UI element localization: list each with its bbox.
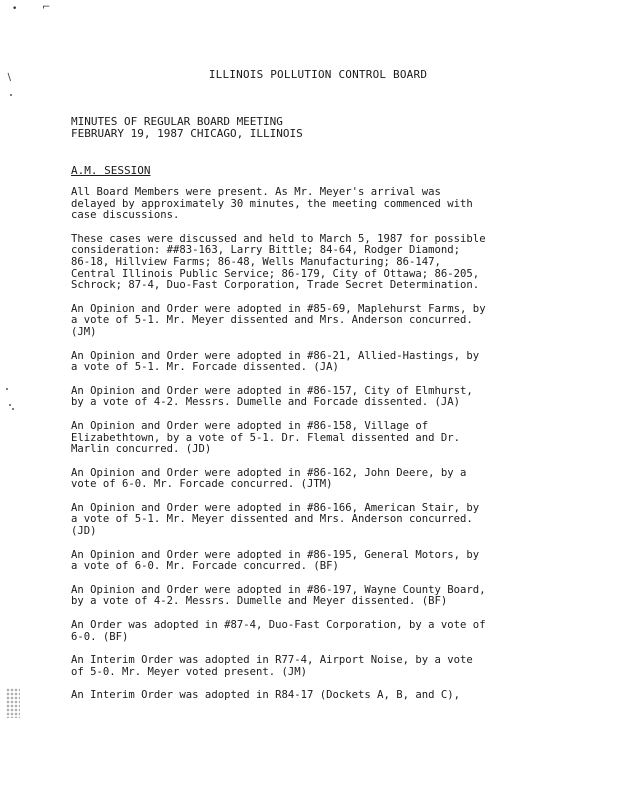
paragraph-order-86-195: An Opinion and Order were adopted in #86-195, General Motors, by a vote of 6-0. Mr. Forcade concurred. (BF) — [71, 548, 480, 573]
paragraph-order-86-158: An Opinion and Order were adopted in #86-158, Village of Elizabethtown, by a vote of 5-1. Dr. Flemal dissented and Dr. Marlin concurred. (JD) — [71, 419, 461, 456]
meeting-title-line1: MINUTES OF REGULAR BOARD MEETING — [71, 115, 283, 128]
paragraph-order-86-21: An Opinion and Order were adopted in #86-21, Allied-Hastings, by a vote of 5-1. Mr. Forcade dissented. (JA) — [71, 349, 480, 374]
paragraph-interim-r84-17: An Interim Order was adopted in R84-17 (Dockets A, B, and C), — [71, 689, 461, 702]
scan-mark: / — [5, 72, 15, 83]
scan-speck — [9, 404, 11, 406]
meeting-title — [71, 116, 303, 140]
scan-stain — [6, 688, 20, 718]
scan-mark: • — [12, 4, 18, 14]
paragraph-order-86-157: An Opinion and Order were adopted in #86-157, City of Elmhurst, by a vote of 4-2. Messrs. Dumelle and Forcade dissented. (JA) — [71, 384, 473, 409]
paragraph-order-85-69: An Opinion and Order were adopted in #85-69, Maplehurst Farms, by a vote of 5-1. Mr. Meyer dissented and Mrs. Anderson concurred. (JM) — [71, 302, 486, 338]
scan-mark: ⌐ — [42, 2, 51, 13]
paragraph-order-86-162: An Opinion and Order were adopted in #86-162, John Deere, by a vote of 6-0. Mr. Forcade concurred. (JTM) — [71, 466, 467, 491]
minutes-body — [71, 187, 551, 714]
paragraph-attendance: All Board Members were present. As Mr. Meyer's arrival was delayed by approximately 30 minutes, the meeting commenced with case discussions. — [71, 186, 473, 222]
board-title: ILLINOIS POLLUTION CONTROL BOARD — [208, 68, 428, 81]
paragraph-interim-r77-4: An Interim Order was adopted in R77-4, Airport Noise, by a vote of 5-0. Mr. Meyer voted present. (JM) — [71, 654, 473, 678]
scan-speck — [12, 408, 14, 410]
paragraph-held-cases: These cases were discussed and held to March 5, 1987 for possible consideration: ##83-163, Larry Bittle; 84-64, Rodger Diamond; 86-18, Hillview Farms; 86-48, Wells Manufacturing; 86-147, Central Illinois Public Service; 86-179, City of Ottawa; 86-205, Schrock; 87-4, Duo-Fast Corporation, Trade Secret Determination. — [71, 232, 486, 292]
paragraph-order-87-4: An Order was adopted in #87-4, Duo-Fast Corporation, by a vote of 6-0. (BF) — [71, 619, 486, 643]
session-heading: A.M. SESSION — [71, 164, 151, 177]
scan-speck — [10, 94, 12, 96]
meeting-title-line2: FEBRUARY 19, 1987 CHICAGO, ILLINOIS — [71, 127, 303, 140]
paragraph-order-86-166: An Opinion and Order were adopted in #86-166, American Stair, by a vote of 5-1. Mr. Meyer dissented and Mrs. Anderson concurred. (JD) — [71, 501, 480, 538]
scan-speck — [6, 388, 8, 390]
paragraph-order-86-197: An Opinion and Order were adopted in #86-197, Wayne County Board, by a vote of 4-2. Messrs. Dumelle and Meyer dissented. (BF) — [71, 583, 486, 608]
